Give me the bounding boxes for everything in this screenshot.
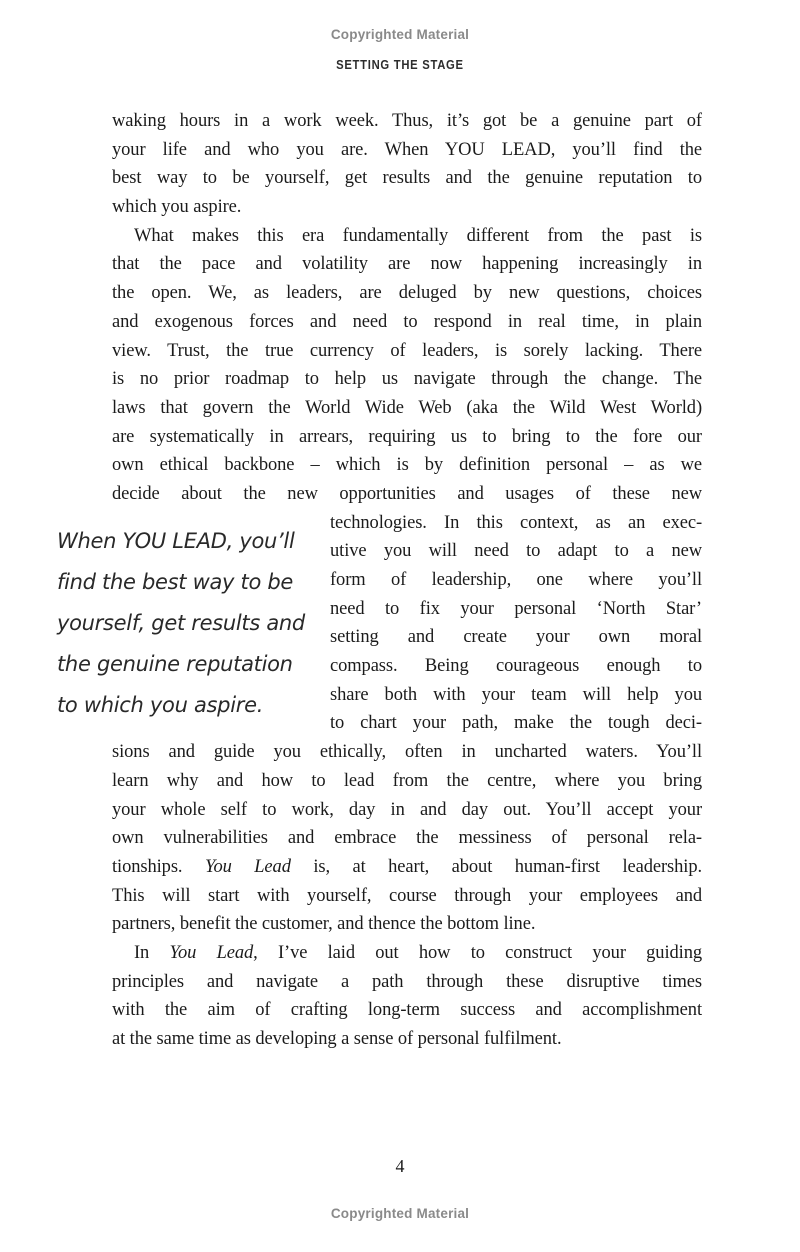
paragraph-1-line: [112, 136, 702, 165]
paragraph-2-beside-quote-line: [330, 537, 702, 566]
text: that the pace and volatility are now happening increasingly in: [112, 254, 702, 275]
italic-text: You Lead: [204, 856, 291, 877]
paragraph-2-below-quote-line: [112, 767, 702, 796]
text: sions and guide you ethically, often in uncharted waters. You’ll: [112, 742, 702, 763]
text: best way to be yourself, get results and the genuine reputation to: [112, 168, 702, 189]
italic-text: You Lead: [169, 942, 254, 963]
text: compass. Being courageous enough to: [330, 656, 702, 677]
paragraph-2-below-quote-line: [112, 853, 702, 882]
paragraph-2-above-quote-line: [112, 222, 702, 251]
pull-quote-line: to which you aspire.: [57, 693, 264, 717]
paragraph-2-above-quote-line: [112, 337, 702, 366]
paragraph-3-line: [112, 1025, 702, 1054]
paragraph-2-below-quote-line: [112, 824, 702, 853]
paragraph-2-beside-quote-line: [330, 566, 702, 595]
text: form of leadership, one where you’ll: [330, 570, 702, 590]
text: view. Trust, the true currency of leaders, is sorely lacking. There: [112, 340, 702, 361]
pull-quote-line: yourself, get results and: [57, 611, 305, 635]
text: is, at heart, about human-first leadership.: [290, 856, 702, 877]
pull-quote-line: the genuine reputation: [57, 652, 293, 676]
page-number: 4: [395, 1156, 405, 1176]
pull-quote-line: When YOU LEAD, you’ll: [57, 529, 295, 553]
paragraph-2-below-quote-line: [112, 882, 702, 911]
running-head: [0, 56, 800, 74]
text: the open. We, as leaders, are deluged by new questions, choices: [112, 283, 702, 304]
text: your life and who you are. When YOU LEAD, you’ll find the: [112, 139, 702, 160]
text: This will start with yourself, course through your employees and: [112, 885, 702, 906]
pull-quote: [57, 521, 309, 726]
text: are systematically in arrears, requiring us to bring to the fore our: [112, 426, 702, 447]
paragraph-3-line: [112, 968, 702, 997]
text: own vulnerabilities and embrace the messiness of personal rela-: [112, 828, 702, 849]
text: partners, benefit the customer, and thence the bottom line.: [112, 914, 536, 935]
paragraph-3-line: [112, 996, 702, 1025]
text: is no prior roadmap to help us navigate through the change. The: [112, 369, 702, 390]
paragraph-2-beside-quote-line: [330, 681, 702, 710]
text: utive you will need to adapt to a new: [330, 541, 702, 562]
paragraph-2-below-quote-line: [112, 738, 702, 767]
paragraph-2-above-quote-line: [112, 365, 702, 394]
text: decide about the new opportunities and usages of these new: [112, 483, 702, 504]
text: In: [134, 942, 170, 963]
text: waking hours in a work week. Thus, it’s got be a genuine part of: [112, 111, 702, 131]
paragraph-2-above-quote-line: [112, 308, 702, 337]
paragraph-1-line: [112, 193, 702, 222]
paragraph-2-above-quote-line: [112, 250, 702, 279]
paragraph-2-beside-quote-line: [330, 623, 702, 652]
text: own ethical backbone – which is by definition personal – as we: [112, 455, 702, 476]
paragraph-2-beside-quote-line: [330, 509, 702, 538]
text: principles and navigate a path through these disruptive times: [112, 971, 702, 992]
text: need to fix your personal ‘North Star’: [330, 598, 702, 619]
copyright-notice-bottom: Copyrighted Material: [330, 1206, 470, 1221]
text: to chart your path, make the tough deci-: [330, 713, 702, 734]
paragraph-1-line: [112, 107, 702, 136]
text: share both with your team will help you: [330, 684, 702, 705]
paragraph-2-beside-quote-line: [330, 652, 702, 681]
text: your whole self to work, day in and day out. You’ll accept your: [112, 799, 702, 820]
text: technologies. In this context, as an exec-: [330, 512, 702, 533]
paragraph-1-line: [112, 164, 702, 193]
paragraph-2-above-quote-line: [112, 423, 702, 452]
text: setting and create your own moral: [330, 627, 702, 648]
text: , I’ve laid out how to construct your guiding: [253, 942, 702, 963]
running-head-text: SETTING THE STAGE: [336, 58, 464, 72]
paragraph-2-above-quote-line: [112, 451, 702, 480]
text: with the aim of crafting long-term success and accomplishment: [112, 1000, 702, 1021]
pull-quote-line: find the best way to be: [57, 570, 294, 594]
paragraph-2-above-quote-line: [112, 279, 702, 308]
text: learn why and how to lead from the centre, where you bring: [112, 770, 702, 791]
text: which you aspire.: [112, 197, 242, 218]
paragraph-2-below-quote-line: [112, 796, 702, 825]
paragraph-2-above-quote-line: [112, 480, 702, 509]
text: and exogenous forces and need to respond in real time, in plain: [112, 311, 702, 332]
paragraph-3-line: [112, 939, 702, 968]
text: laws that govern the World Wide Web (aka the Wild West World): [112, 397, 702, 418]
paragraph-2-beside-quote-line: [330, 709, 702, 738]
text: at the same time as developing a sense of personal fulfilment.: [112, 1029, 562, 1049]
paragraph-2-beside-quote-line: [330, 595, 702, 624]
paragraph-2-above-quote-line: [112, 394, 702, 423]
text: What makes this era fundamentally different from the past is: [134, 225, 702, 246]
copyright-notice-top: Copyrighted Material: [330, 27, 470, 42]
paragraph-2-below-quote-line: [112, 910, 702, 939]
text: tionships.: [112, 856, 205, 877]
